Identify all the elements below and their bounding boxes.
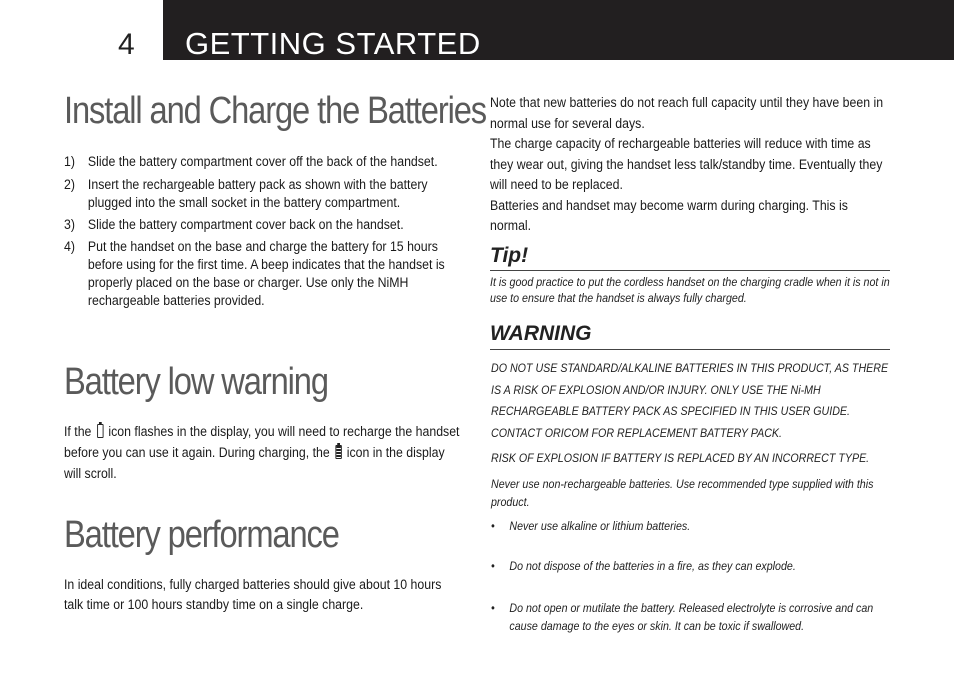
install-title: Install and Charge the Batteries <box>64 90 487 132</box>
battery-low-text-a: If the <box>64 424 92 439</box>
warning-bullet <box>491 600 891 636</box>
step-text: Insert the rechargeable battery pack as shown with the battery plugged into the small socket in the battery compartment. <box>87 177 428 210</box>
battery-low-title: Battery low warning <box>64 361 328 403</box>
battery-low-text <box>64 421 461 484</box>
tip-text: It is good practice to put the cordless handset on the charging cradle when it is not in use to ensure that the handset is always fully charged. <box>490 276 890 305</box>
battery-low-text-c: icon in the display will scroll. <box>64 445 445 481</box>
bullet-dot: • <box>491 602 495 615</box>
section-header-bar <box>163 0 954 60</box>
battery-charging-icon <box>335 445 341 459</box>
warning-risk-text: RISK OF EXPLOSION IF BATTERY IS REPLACED BY AN INCORRECT TYPE. <box>491 452 870 465</box>
bullet-dot: • <box>491 520 495 533</box>
install-step <box>64 151 461 172</box>
install-step <box>64 238 461 310</box>
install-step <box>64 176 461 212</box>
bullet-text: Do not dispose of the batteries in a fire, as they can explode. <box>509 560 796 573</box>
step-number: 3) <box>64 217 75 232</box>
section-title: GETTING STARTED <box>185 26 481 61</box>
tip-divider <box>490 270 890 271</box>
step-number: 4) <box>64 239 75 254</box>
bullet-dot: • <box>491 560 495 573</box>
step-text: Put the handset on the base and charge the battery for 15 hours before using for the first time. A beep indicates that the handset is properly placed on the base or charger. Use only the NiMH rechargeable batteries provided. <box>87 239 445 308</box>
install-step <box>64 216 461 234</box>
bullet-text: Do not open or mutilate the battery. Released electrolyte is corrosive and can cause damage to the eyes or skin. It can be toxic if swallowed. <box>509 602 874 633</box>
warning-bullet <box>491 559 891 575</box>
tip-title: Tip! <box>490 244 529 267</box>
warning-title: WARNING <box>490 322 592 345</box>
step-number: 2) <box>64 177 75 192</box>
note-paragraph: The charge capacity of rechargeable batteries will reduce with time as they wear out, giving the handset less talk/standby time. Eventually they will need to be replaced. <box>490 136 883 192</box>
note-paragraph: Batteries and handset may become warm during charging. This is normal. <box>490 197 848 233</box>
warning-caps-text: DO NOT USE STANDARD/ALKALINE BATTERIES IN THIS PRODUCT, AS THERE IS A RISK OF EXPLOSION AND/OR INJURY. ONLY USE THE Ni-MH RECHARGEABLE BATTERY PACK AS SPECIFIED IN THIS USER GUIDE. CONTACT ORICOM FOR REPLACEMENT BATTERY PACK. <box>491 362 889 440</box>
warning-divider <box>490 349 890 350</box>
battery-performance-text: In ideal conditions, fully charged batteries should give about 10 hours talk time or 100 hours standby time on a single charge. <box>64 577 442 612</box>
battery-performance-title: Battery performance <box>64 514 339 556</box>
install-steps <box>64 151 461 314</box>
battery-low-text-b: icon flashes in the display, you will need to recharge the handset before you can use it again. During charging, the <box>64 424 460 460</box>
step-text: Slide the battery compartment cover back on the handset. <box>87 217 404 232</box>
bullet-text: Never use alkaline or lithium batteries. <box>509 520 691 533</box>
warning-bullet <box>491 519 891 535</box>
right-notes <box>490 93 884 237</box>
note-paragraph: Note that new batteries do not reach full capacity until they have been in normal use for several days. <box>490 95 884 131</box>
step-number: 1) <box>64 154 75 169</box>
warning-note-text: Never use non-rechargeable batteries. Use recommended type supplied with this product. <box>491 478 874 509</box>
page-number: 4 <box>118 28 135 61</box>
step-text: Slide the battery compartment cover off the back of the handset. <box>87 154 438 169</box>
battery-empty-icon <box>97 424 103 438</box>
